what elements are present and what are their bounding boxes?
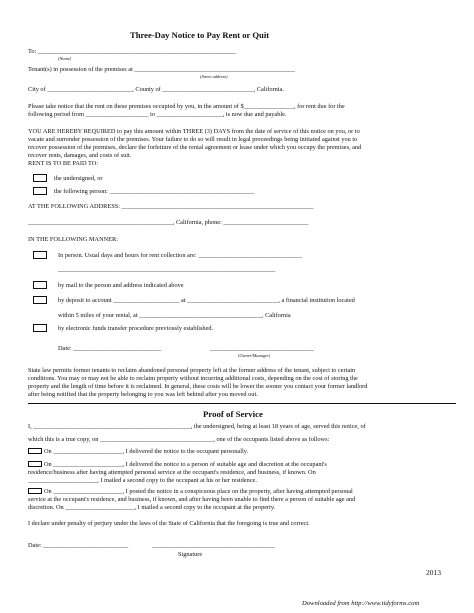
eft-label: by electronic funds transfer procedure previously established. <box>58 325 214 332</box>
following-address-field[interactable]: AT THE FOLLOWING ADDRESS: _____________________________________________________________ <box>28 203 314 210</box>
required-text-2: vacate and surrender possession of the premises. Your failure to do so will result in legal proceedings being initiated against you to <box>28 136 358 143</box>
collection-hours-field[interactable]: _____________________________________________________________________ <box>58 266 276 273</box>
owner-manager-label: (Owner/Manager) <box>238 353 271 358</box>
required-text-4: recover rents, damages, and costs of suit. <box>28 152 132 159</box>
form-year: 2013 <box>426 568 441 577</box>
following-person-checkbox[interactable] <box>33 187 47 195</box>
city-county-field[interactable]: City of ___________________________, County of _____________________________, California. <box>28 86 284 93</box>
deposit-field[interactable]: by deposit to account _____________________ at _____________________________, a financial institution located <box>58 297 355 304</box>
mail-label: by mail to the person and address indicated above <box>58 282 184 289</box>
section-divider <box>28 403 456 404</box>
proof-date-field[interactable]: Date: ___________________________ <box>28 542 129 549</box>
following-manner-heading: IN THE FOLLOWING MANNER: <box>28 236 118 243</box>
posting-service-checkbox[interactable] <box>28 488 42 494</box>
undersigned-label: the undersigned, or <box>54 175 103 182</box>
to-field[interactable]: To: _______________________________________________________________ <box>28 48 237 55</box>
state-law-text-4: after being notified that the property belonging to you was left behind after you moved out. <box>28 391 258 398</box>
california-phone-field[interactable]: ______________________________________________, California, phone: ___________________________ <box>28 219 309 226</box>
undersigned-checkbox[interactable] <box>33 174 47 182</box>
in-person-field[interactable]: In person. Usual days and hours for rent collection are: _________________________________ <box>58 252 302 259</box>
state-law-text-3: property and the length of time before it is reclaimed. In general, these costs will be lower the sooner you contact your former landlord <box>28 383 368 390</box>
required-text-1: YOU ARE HEREBY REQUIRED to pay this amount within THREE (3) DAYS from the date of service of this notice on you, or to <box>28 128 360 135</box>
state-law-text-2: conditions. You may or may not be able to reclaim property without incurring additional costs, depending on the cost of storing the <box>28 375 358 382</box>
posting-service-text-2: service at the occupant's residence, and business, if known, and after having been unable to find there a person of suitable age and <box>28 496 356 503</box>
rent-paid-to-heading: RENT IS TO BE PAID TO: <box>28 160 99 167</box>
tenants-field[interactable]: Tenant(s) in possession of the premises at ___________________________________________________ <box>28 66 295 73</box>
posting-service-text-1[interactable]: On ______________________, I posted the notice in a conspicuous place on the property, after having attempted personal <box>44 488 353 495</box>
eft-checkbox[interactable] <box>33 324 47 332</box>
posting-service-text-3[interactable]: discretion. On ______________________, I mailed a second copy to the occupant at the property. <box>28 504 276 511</box>
notice-title: Three-Day Notice to Pay Rent or Quit <box>130 30 270 40</box>
substituted-service-text-3[interactable]: ______________________, I mailed a second copy to the occupant at his or her residence. <box>28 477 257 484</box>
download-source[interactable]: Downloaded from http://www.tidyforms.com <box>302 600 420 607</box>
proof-title: Proof of Service <box>203 409 263 419</box>
mail-checkbox[interactable] <box>33 281 47 289</box>
proof-intro-2[interactable]: which this is a true copy, on ____________________________________, one of the occupants listed above as follows: <box>28 436 330 443</box>
within-miles-field[interactable]: within 5 miles of your rental, at _______________________________________, California <box>58 312 291 319</box>
required-text-3: recover possession of the premises, declare the forfeiture of the rental agreement or lease under which you occupy the premises, and <box>28 144 362 151</box>
declaration-text: I declare under penalty of perjury under the laws of the State of California that the foregoing is true and correct. <box>28 520 310 527</box>
notice-date-field[interactable]: Date: ____________________________ <box>58 345 162 352</box>
state-law-text-1: State law permits former tenants to reclaim abandoned personal property left at the former address of the tenant, subject to certain <box>28 367 356 374</box>
to-name-label: (Name) <box>58 56 72 61</box>
rent-amount-text[interactable]: Please take notice that the rent on these premises occupied by you, in the amount of $________________, for rent due for the <box>28 103 345 110</box>
substituted-service-text-1[interactable]: On ______________________, I delivered the notice to a person of suitable age and discretion at the occupant's <box>44 461 327 468</box>
substituted-service-checkbox[interactable] <box>28 461 42 467</box>
owner-signature-field[interactable]: _________________________________ <box>210 345 314 352</box>
in-person-checkbox[interactable] <box>33 251 47 259</box>
following-person-field[interactable]: the following person: ______________________________________________ <box>54 188 255 195</box>
street-address-label: (Street address) <box>200 74 228 79</box>
proof-intro-1[interactable]: I, __________________________________________________, the undersigned, being at least 18 years of age, served this notice, of <box>28 423 366 430</box>
signature-field[interactable]: _______________________________________ <box>152 542 275 549</box>
personal-service-checkbox[interactable] <box>28 448 42 454</box>
substituted-service-text-2: residence/business after having attempted personal service at the occupant's residence, and business, if known. On <box>28 469 316 476</box>
rent-period-text[interactable]: following period from ____________________ to _____________________, is now due and payable. <box>28 111 287 118</box>
deposit-checkbox[interactable] <box>33 296 47 304</box>
signature-label: Signature <box>178 551 203 558</box>
personal-service-text[interactable]: On ______________________, I delivered the notice to the occupant personally. <box>44 448 249 455</box>
